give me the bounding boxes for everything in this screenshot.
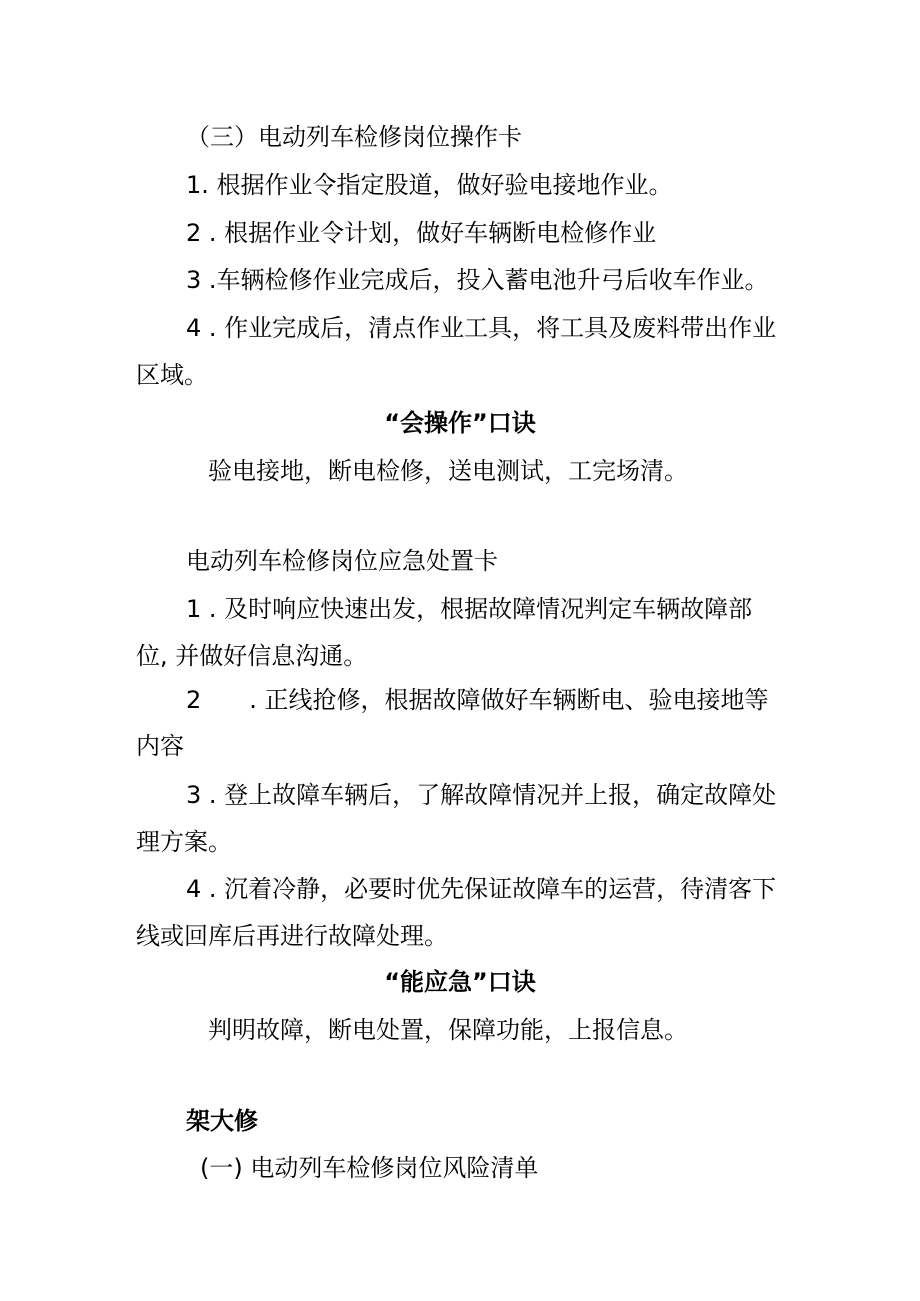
emergency-mnemonic-text: 判明故障，断电处置，保障功能，上报信息。 — [208, 1016, 688, 1044]
operation-item-4: 4 . 作业完成后，清点作业工具，将工具及废料带出作业 — [186, 314, 777, 342]
operation-item-1: 1. 根据作业令指定股道，做好验电接地作业。 — [186, 171, 673, 199]
emergency-item-4: 4 . 沉着冷静，必要时优先保证故障车的运营，待清客下 — [186, 875, 777, 903]
operation-item-4-cont: 区域。 — [136, 361, 208, 389]
operation-mnemonic-title: “会操作”口诀 — [384, 409, 536, 437]
operation-item-2: 2 . 根据作业令计划，做好车辆断电检修作业 — [186, 219, 657, 247]
emergency-item-2: 2 . 正线抢修，根据故障做好车辆断电、验电接地等 — [186, 686, 769, 714]
overhaul-subheading: (一) 电动列车检修岗位风险清单 — [200, 1154, 539, 1182]
operation-mnemonic-text: 验电接地，断电检修，送电测试，工完场清。 — [208, 457, 688, 485]
emergency-item-1: 1 . 及时响应快速出发，根据故障情况判定车辆故障部 — [186, 595, 753, 623]
overhaul-heading: 架大修 — [186, 1107, 258, 1135]
emergency-item-3-cont: 理方案。 — [136, 828, 232, 856]
emergency-mnemonic-title: “能应急”口诀 — [384, 968, 536, 996]
operation-item-3: 3 .车辆检修作业完成后，投入蓄电池升弓后收车作业。 — [186, 266, 769, 294]
emergency-item-3: 3 . 登上故障车辆后，了解故障情况并上报，确定故障处 — [186, 781, 777, 809]
emergency-card-heading: 电动列车检修岗位应急处置卡 — [186, 547, 498, 575]
emergency-item-1-cont: 位, 并做好信息沟通。 — [136, 642, 368, 670]
emergency-item-2-cont: 内容 — [136, 732, 184, 760]
emergency-item-4-cont: 线或回库后再进行故障处理。 — [136, 922, 448, 950]
operation-card-heading: （三）电动列车检修岗位操作卡 — [186, 123, 522, 151]
